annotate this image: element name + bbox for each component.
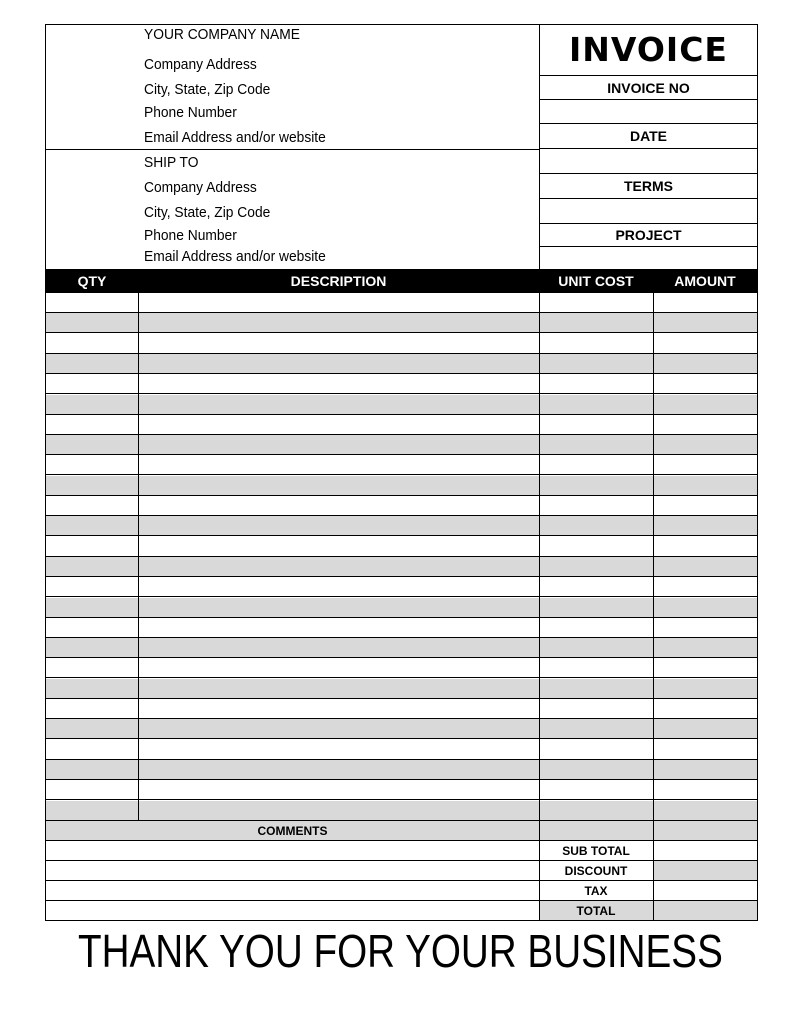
amount-cell[interactable] <box>653 516 757 535</box>
unit-cost-cell[interactable] <box>539 374 653 393</box>
qty-cell[interactable] <box>46 435 138 454</box>
description-cell[interactable] <box>138 496 539 515</box>
table-row <box>46 537 757 557</box>
unit-cost-header: UNIT COST <box>558 273 634 289</box>
comments-unit-cell <box>539 821 653 840</box>
date-label: DATE <box>539 124 758 149</box>
invoice-title: INVOICE <box>539 25 758 76</box>
discount-field[interactable] <box>653 861 757 880</box>
amount-cell[interactable] <box>653 760 757 779</box>
table-row <box>46 658 757 678</box>
table-row <box>46 740 757 760</box>
table-row <box>46 496 757 516</box>
table-row <box>46 293 757 313</box>
amount-cell[interactable] <box>653 658 757 677</box>
qty-cell[interactable] <box>46 313 138 332</box>
amount-cell[interactable] <box>653 374 757 393</box>
table-row <box>46 801 757 821</box>
qty-cell[interactable] <box>46 334 138 353</box>
table-row <box>46 313 757 333</box>
qty-divider <box>138 293 139 821</box>
invoice-no-label: INVOICE NO <box>539 76 758 100</box>
amount-cell[interactable] <box>653 313 757 332</box>
tax-label: TAX <box>584 884 608 898</box>
table-row <box>46 699 757 719</box>
unit-cost-cell[interactable] <box>539 455 653 474</box>
description-cell[interactable] <box>138 699 539 718</box>
discount-row <box>46 861 757 881</box>
table-row <box>46 334 757 354</box>
table-row <box>46 476 757 496</box>
unit-cost-cell[interactable] <box>539 516 653 535</box>
ship-to-phone: Phone Number <box>144 227 237 244</box>
unit-cost-cell[interactable] <box>539 557 653 576</box>
amount-cell[interactable] <box>653 293 757 312</box>
qty-cell[interactable] <box>46 354 138 373</box>
unit-cost-cell[interactable] <box>539 740 653 759</box>
unit-cost-cell[interactable] <box>539 476 653 495</box>
description-cell[interactable] <box>138 476 539 495</box>
amount-header: AMOUNT <box>674 273 736 289</box>
company-address: Company Address <box>144 56 257 73</box>
description-divider <box>539 269 540 920</box>
qty-cell[interactable] <box>46 476 138 495</box>
table-row <box>46 577 757 597</box>
amount-cell[interactable] <box>653 334 757 353</box>
table-row <box>46 679 757 699</box>
table-row <box>46 638 757 658</box>
description-cell[interactable] <box>138 435 539 454</box>
qty-cell[interactable] <box>46 293 138 312</box>
total-label: TOTAL <box>539 901 653 920</box>
qty-cell[interactable] <box>46 780 138 799</box>
date-field[interactable] <box>539 149 758 174</box>
description-cell[interactable] <box>138 577 539 596</box>
qty-cell[interactable] <box>46 658 138 677</box>
company-email: Email Address and/or website <box>144 129 326 146</box>
amount-cell[interactable] <box>653 638 757 657</box>
qty-cell[interactable] <box>46 496 138 515</box>
amount-cell[interactable] <box>653 699 757 718</box>
unit-cost-cell[interactable] <box>539 293 653 312</box>
company-phone: Phone Number <box>144 104 237 121</box>
qty-cell[interactable] <box>46 577 138 596</box>
comments-amount-row <box>539 821 757 841</box>
company-name: YOUR COMPANY NAME <box>144 26 300 43</box>
amount-cell[interactable] <box>653 496 757 515</box>
unit-cost-cell[interactable] <box>539 719 653 738</box>
unit-cost-cell[interactable] <box>539 638 653 657</box>
amount-cell[interactable] <box>653 618 757 637</box>
table-row <box>46 719 757 739</box>
description-cell[interactable] <box>138 679 539 698</box>
unit-cost-cell[interactable] <box>539 435 653 454</box>
comments-amount-cell <box>653 821 757 840</box>
project-field[interactable] <box>539 247 758 269</box>
amount-cell[interactable] <box>653 455 757 474</box>
ship-to-label: SHIP TO <box>144 154 199 171</box>
unit-cost-cell[interactable] <box>539 496 653 515</box>
qty-cell[interactable] <box>46 557 138 576</box>
qty-cell[interactable] <box>46 760 138 779</box>
table-header <box>46 269 757 293</box>
unit-cost-cell[interactable] <box>539 415 653 434</box>
total-row <box>46 901 757 920</box>
qty-cell[interactable] <box>46 516 138 535</box>
table-row <box>46 780 757 800</box>
invoice-no-field[interactable] <box>539 100 758 124</box>
unit-cost-cell[interactable] <box>539 598 653 617</box>
ship-to-email: Email Address and/or website <box>144 248 326 265</box>
table-row <box>46 354 757 374</box>
description-cell[interactable] <box>138 638 539 657</box>
qty-cell[interactable] <box>46 801 138 820</box>
discount-label: DISCOUNT <box>564 864 628 878</box>
unit-cost-cell[interactable] <box>539 537 653 556</box>
amount-cell[interactable] <box>653 780 757 799</box>
qty-cell[interactable] <box>46 374 138 393</box>
amount-cell[interactable] <box>653 557 757 576</box>
unit-cost-cell[interactable] <box>539 354 653 373</box>
description-cell[interactable] <box>138 516 539 535</box>
description-cell[interactable] <box>138 374 539 393</box>
terms-label: TERMS <box>539 174 758 199</box>
qty-cell[interactable] <box>46 537 138 556</box>
invoice-meta <box>539 25 758 269</box>
tax-field[interactable] <box>653 881 757 900</box>
description-cell[interactable] <box>138 557 539 576</box>
description-cell[interactable] <box>138 598 539 617</box>
unit-cost-divider <box>653 293 654 920</box>
description-cell[interactable] <box>138 395 539 414</box>
qty-cell[interactable] <box>46 699 138 718</box>
qty-cell[interactable] <box>46 455 138 474</box>
amount-cell[interactable] <box>653 354 757 373</box>
unit-cost-cell[interactable] <box>539 780 653 799</box>
total-field[interactable] <box>653 901 757 920</box>
unit-cost-cell[interactable] <box>539 658 653 677</box>
description-cell[interactable] <box>138 537 539 556</box>
description-header: DESCRIPTION <box>290 273 387 289</box>
thank-you-message: THANK YOU FOR YOUR BUSINESS <box>78 925 723 977</box>
unit-cost-cell[interactable] <box>539 577 653 596</box>
company-block <box>46 25 540 150</box>
description-cell[interactable] <box>138 658 539 677</box>
qty-cell[interactable] <box>46 638 138 657</box>
project-label: PROJECT <box>539 224 758 247</box>
unit-cost-cell[interactable] <box>539 618 653 637</box>
qty-cell[interactable] <box>46 598 138 617</box>
table-row <box>46 516 757 536</box>
amount-cell[interactable] <box>653 801 757 820</box>
description-cell[interactable] <box>138 415 539 434</box>
amount-cell[interactable] <box>653 435 757 454</box>
qty-cell[interactable] <box>46 740 138 759</box>
amount-cell[interactable] <box>653 679 757 698</box>
amount-cell[interactable] <box>653 415 757 434</box>
table-row <box>46 557 757 577</box>
company-city: City, State, Zip Code <box>144 81 271 98</box>
subtotal-label: SUB TOTAL <box>562 844 630 858</box>
description-cell[interactable] <box>138 740 539 759</box>
unit-cost-cell[interactable] <box>539 395 653 414</box>
terms-field[interactable] <box>539 199 758 224</box>
tax-row <box>46 881 757 901</box>
subtotal-field[interactable] <box>653 841 757 860</box>
description-cell[interactable] <box>138 618 539 637</box>
amount-cell[interactable] <box>653 537 757 556</box>
table-row <box>46 435 757 455</box>
amount-cell[interactable] <box>653 719 757 738</box>
table-row <box>46 455 757 475</box>
description-cell[interactable] <box>138 455 539 474</box>
invoice-sheet <box>45 24 758 921</box>
description-cell[interactable] <box>138 760 539 779</box>
qty-cell[interactable] <box>46 618 138 637</box>
description-cell[interactable] <box>138 801 539 820</box>
table-row <box>46 760 757 780</box>
unit-cost-cell[interactable] <box>539 679 653 698</box>
ship-to-address: Company Address <box>144 179 257 196</box>
table-row <box>46 374 757 394</box>
description-cell[interactable] <box>138 354 539 373</box>
unit-cost-cell[interactable] <box>539 334 653 353</box>
qty-cell[interactable] <box>46 415 138 434</box>
table-row <box>46 598 757 618</box>
description-cell[interactable] <box>138 719 539 738</box>
subtotal-row <box>46 841 757 861</box>
amount-cell[interactable] <box>653 395 757 414</box>
unit-cost-cell[interactable] <box>539 699 653 718</box>
table-row <box>46 618 757 638</box>
description-cell[interactable] <box>138 313 539 332</box>
qty-cell[interactable] <box>46 679 138 698</box>
description-cell[interactable] <box>138 334 539 353</box>
description-cell[interactable] <box>138 780 539 799</box>
unit-cost-cell[interactable] <box>539 313 653 332</box>
ship-to-city: City, State, Zip Code <box>144 204 271 221</box>
amount-cell[interactable] <box>653 598 757 617</box>
amount-cell[interactable] <box>653 476 757 495</box>
amount-cell[interactable] <box>653 577 757 596</box>
table-row <box>46 415 757 435</box>
qty-cell[interactable] <box>46 395 138 414</box>
unit-cost-cell[interactable] <box>539 801 653 820</box>
amount-cell[interactable] <box>653 740 757 759</box>
comments-label: COMMENTS <box>46 821 539 841</box>
qty-cell[interactable] <box>46 719 138 738</box>
table-row <box>46 395 757 415</box>
qty-header: QTY <box>77 273 107 289</box>
ship-to-block <box>46 149 540 269</box>
description-cell[interactable] <box>138 293 539 312</box>
unit-cost-cell[interactable] <box>539 760 653 779</box>
